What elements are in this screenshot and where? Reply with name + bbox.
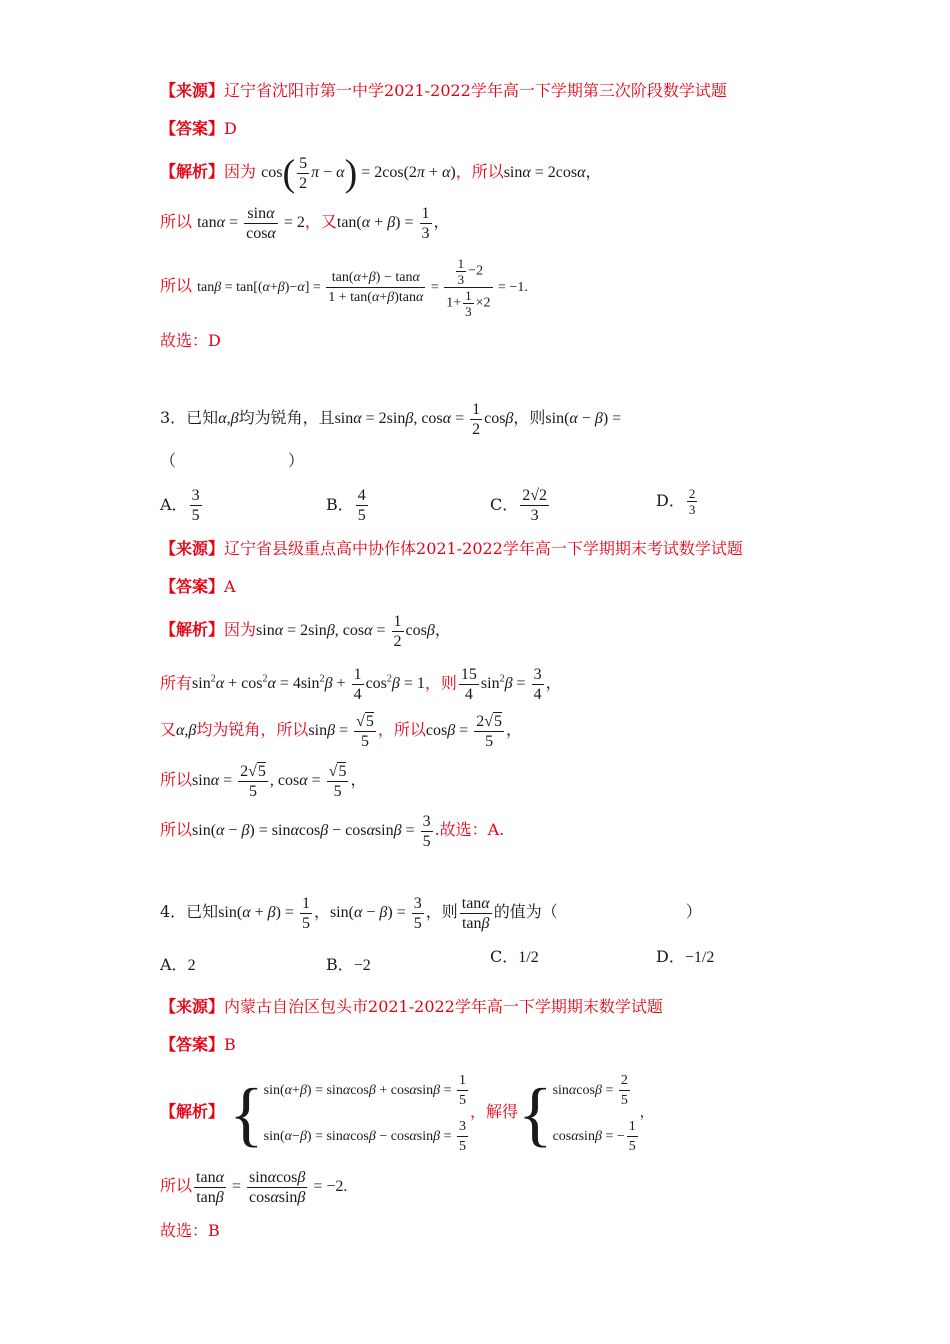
q3-blank: （ ） [160, 451, 305, 470]
q3-analysis-line-3 [160, 708, 800, 752]
q3-option-d[interactable] [656, 486, 699, 517]
choose-label: 故选： [160, 331, 209, 350]
option-num: 3 [191, 487, 200, 504]
text: ，所以 [455, 162, 504, 181]
math: tanα = $\frac{\sin\alpha}{\cos\alpha}$ = 2 [197, 204, 305, 242]
option-letter: D． [656, 947, 685, 966]
text: 所以 [160, 212, 193, 231]
q4-option-c[interactable] [490, 944, 539, 967]
q3-answer: A [224, 577, 236, 596]
option-value: −1/2 [684, 949, 715, 966]
q4-option-a[interactable] [160, 952, 196, 975]
math: $\frac{\tan\alpha}{\tan\beta}$ [461, 894, 490, 932]
text: 3．已知 [160, 408, 219, 427]
text: 所以 [160, 820, 193, 839]
text: 又 [160, 720, 177, 739]
text: 的值为（ ） [493, 902, 702, 921]
q3-source-line [160, 538, 800, 560]
q4-source-line [160, 996, 800, 1018]
option-num: 4 [357, 487, 366, 504]
math: sin(α − β) = [545, 410, 622, 427]
q3-analysis-line-4 [160, 758, 800, 802]
q4-answer-line [160, 1034, 800, 1056]
option-letter: D． [656, 491, 685, 510]
option-letter: A． [160, 495, 188, 514]
option-den: 5 [357, 507, 366, 524]
text: 因为 [224, 162, 257, 181]
answer-label: 【答案】 [160, 577, 225, 596]
text: ，则 [513, 408, 546, 427]
option-num: 2 [688, 486, 696, 501]
answer-label: 【答案】 [160, 119, 225, 138]
math: $\frac{15}{4}$ $\sin^2\beta$ = $\frac{3}{4}$ ， [460, 666, 562, 704]
text: 所以 [160, 276, 193, 295]
q2-analysis-line-2 [160, 200, 800, 244]
text: 4．已知 [160, 902, 219, 921]
q4-stem [160, 890, 800, 934]
text: .故选：A. [434, 820, 505, 839]
option-value: 2 [187, 957, 196, 974]
text: 所以 [160, 1176, 193, 1195]
q3-source: 辽宁省县级重点高中协作体2021-2022学年高一下学期期末考试数学试题 [224, 539, 743, 558]
text: ，又 [304, 212, 337, 231]
q2-analysis-line-1 [160, 150, 800, 194]
q4-source: 内蒙古自治区包头市2021-2022学年高一下学期期末数学试题 [224, 997, 663, 1016]
q4-answer: B [224, 1035, 236, 1054]
analysis-label: 【解析】 [160, 1102, 225, 1121]
q4-analysis-line-2 [160, 1164, 800, 1208]
option-value: −2 [353, 957, 371, 974]
source-label: 【来源】 [160, 997, 225, 1016]
q4-analysis-line-1 [160, 1066, 800, 1158]
option-den: 5 [191, 507, 200, 524]
text: ，所以 [377, 720, 426, 739]
math: { sinαcosβ = $\frac{2}{5}$ cosαsinβ = − $\frac{1}{5}$ ， [518, 1073, 654, 1155]
analysis-label: 【解析】 [160, 620, 225, 639]
q2-answer-line [160, 118, 800, 140]
q4-option-b[interactable] [326, 952, 371, 975]
math: α,β [176, 722, 197, 739]
q4-choose-line [160, 1220, 800, 1242]
math: cosβ = $\frac{2√5}{5}$ ， [425, 712, 522, 750]
q2-source: 辽宁省沈阳市第一中学2021-2022学年高一下学期第三次阶段数学试题 [224, 81, 727, 100]
text: ，解得 [470, 1102, 519, 1121]
option-letter: A． [160, 955, 188, 974]
choose-label: 故选： [160, 1221, 209, 1240]
math: cos( $\frac{5}{2}$ π − α) = 2cos(2π + α) [261, 152, 456, 195]
math: $\frac{\tan\alpha}{\tan\beta}$ = $\frac{\sin\alpha\cos\beta}{\cos\alpha\sin\beta}$ = −2. [196, 1168, 348, 1206]
option-letter: C． [490, 947, 519, 966]
option-den: 3 [688, 502, 696, 517]
text: 因为 [224, 620, 257, 639]
q3-analysis-line-1 [160, 608, 800, 652]
text: 所以 [160, 770, 193, 789]
option-letter: C． [490, 495, 519, 514]
math: sinα = 2sinβ, cosα = $\frac{1}{2}$ cosβ [334, 400, 514, 438]
source-label: 【来源】 [160, 81, 225, 100]
math: sinα = 2sinβ, cosα = $\frac{1}{2}$ cosβ， [256, 612, 451, 650]
option-value: 1/2 [518, 949, 539, 966]
q2-source-line [160, 80, 800, 102]
math: tan(α + β) = $\frac{1}{3}$ ， [336, 204, 450, 242]
q3-option-a[interactable] [160, 486, 204, 525]
math: α,β [218, 410, 239, 427]
option-den: 3 [530, 507, 539, 524]
math: sin(α − β) = sinαcosβ − cosαsinβ = $\frac{3}{5}$ [192, 812, 431, 850]
q3-answer-line [160, 576, 800, 598]
q2-choose: D [208, 331, 221, 350]
q3-analysis-line-5 [160, 808, 800, 852]
q2-answer: D [224, 119, 237, 138]
q4-option-d[interactable] [656, 944, 714, 967]
math: sinα = $\frac{2√5}{5}$ , cosα = $\frac{√5}{5}$ ， [192, 762, 367, 800]
math: $\sin^2\alpha + \cos^2\alpha = 4\sin^2\beta$ + $\frac{1}{4}$ $\cos^2\beta = 1$ [192, 666, 425, 704]
q2-choose-line [160, 330, 800, 352]
option-num: 2√2 [522, 487, 548, 504]
text: 均为锐角，且 [238, 408, 335, 427]
q2-analysis-line-3 [160, 256, 800, 320]
math: { sin(α+β) = sinαcosβ + cosαsinβ = $\frac{1}{5}$ sin(α−β) = sinαcosβ − cosαsinβ = $\frac{3}{5}$ [229, 1073, 466, 1155]
q4-choose: B [208, 1221, 220, 1240]
source-label: 【来源】 [160, 539, 225, 558]
math: sin(α + β) = $\frac{1}{5}$ ，sin(α − β) = $\frac{3}{5}$ [218, 894, 422, 932]
text: 所有 [160, 673, 193, 693]
option-letter: B． [326, 955, 354, 974]
q3-stem [160, 396, 800, 440]
analysis-label: 【解析】 [160, 162, 225, 181]
text: ，则 [424, 673, 457, 693]
answer-label: 【答案】 [160, 1035, 225, 1054]
text: 均为锐角，所以 [196, 720, 309, 739]
text: ，则 [425, 902, 458, 921]
q3-analysis-line-2 [160, 658, 800, 702]
math: tanβ = tan[(α+β)−α] = $\frac{\tan(\alpha+\beta) - \tan\alpha}{1 + \tan(\alpha+\beta)\tan\alpha}$ = $\frac{1}{3}$ −2 1+ $\frac{1}{3}$ ×2 = −1. [197, 256, 528, 320]
math: sinα = 2cosα， [503, 164, 602, 181]
q3-option-c[interactable] [490, 486, 551, 525]
q3-option-b[interactable] [326, 486, 370, 525]
option-letter: B． [326, 495, 354, 514]
math: sinβ = $\frac{√5}{5}$ [308, 712, 374, 750]
